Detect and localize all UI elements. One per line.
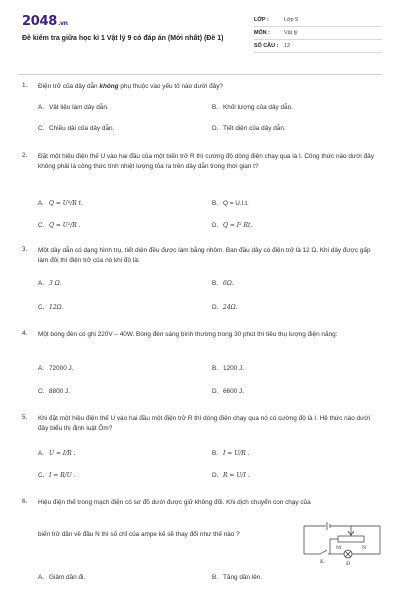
site-logo[interactable] [22,14,68,29]
option-3d[interactable] [212,304,238,311]
option-text: 12Ω. [49,304,64,311]
meta-row-class [254,14,382,27]
option-1b[interactable] [212,104,293,111]
option-text: I = U/R . [223,450,250,457]
option-text: 72000 J. [49,365,74,372]
option-3a[interactable] [38,280,62,287]
question-text-part: phụ thuộc vào yếu tố nào dưới đây? [118,83,223,90]
meta-row-subject [254,27,382,40]
question-number: 5. [22,414,28,421]
option-4b[interactable] [212,365,244,372]
meta-key: LỚP : [254,17,269,23]
option-label: D. [212,125,219,132]
option-text: Tiết diện của dây dẫn. [223,125,286,132]
option-label: A. [38,574,45,581]
question-1 [22,82,380,92]
option-label: B. [212,104,219,111]
question-3 [22,246,380,266]
option-5a[interactable] [38,450,76,457]
question-4 [22,330,380,340]
question-text-part: Điện trở của dây dẫn [38,83,100,90]
option-2a[interactable] [38,200,83,207]
meta-value: Lớp 9 [284,17,299,23]
circuit-label-d: Đ [346,561,351,567]
question-text: Hiệu điện thế trong mạch điện có sơ đồ dưới được giữ không đổi. Khi dịch chuyển con chạy của [38,499,311,506]
question-6-continued [38,530,298,540]
option-text: Q = U²/R t. [49,200,83,207]
meta-key: SỐ CÂU : [254,43,279,49]
option-4a[interactable] [38,365,74,372]
meta-value: 12 [284,43,290,49]
option-label: B. [212,365,219,372]
option-3b[interactable] [212,280,234,287]
question-number: 1. [22,82,28,89]
option-text: U = I/R . [49,450,76,457]
option-label: C. [38,304,45,311]
option-text: 6Ω. [223,280,234,287]
option-text: Q = I² Rt. [223,222,253,229]
option-1c[interactable] [38,125,114,132]
question-number: 6. [22,498,28,505]
option-1d[interactable] [212,125,286,132]
option-text: 24Ω. [223,304,238,311]
option-label: C. [38,125,45,132]
question-2 [22,152,380,172]
meta-key: MÔN : [254,30,270,36]
option-label: B. [212,200,219,207]
option-label: A. [38,450,45,457]
question-number: 4. [22,330,28,337]
option-2b[interactable] [212,200,249,207]
meta-value: Vật lý [284,30,298,36]
option-text: Chiều dài của dây dẫn. [49,125,115,132]
option-3c[interactable] [38,304,64,311]
option-text: Tăng dần lên. [223,574,263,581]
question-emphasis: không [99,83,119,90]
header-divider [18,74,382,75]
option-2c[interactable] [38,222,81,229]
option-label: A. [38,104,45,111]
option-5b[interactable] [212,450,250,457]
question-text: Khi đặt một hiệu điện thế U vào hai đầu một điện trở R thì dòng điện chạy qua nó có cường độ là I. Hệ thức nào dưới đây biểu thị định luật Ôm? [38,415,370,432]
question-text: Đặt một hiệu điện thế U vào hai đầu của một biến trở R thì cường độ dòng điện chạy qua là I. Công thức nào dưới đây không phải là công thức tính nhiệt lượng tỏa ra trên dây dẫn trong thời gian t? [38,153,374,170]
question-number: 3. [22,246,28,253]
option-label: C. [38,472,45,479]
option-text: Q = U²/R . [49,222,81,229]
circuit-label-n: N [362,545,367,551]
option-label: D. [212,388,219,395]
page-title: Đề kiểm tra giữa học kì 1 Vật lý 9 có đáp án (Mới nhất) (Đề 1) [22,35,224,42]
option-6b[interactable] [212,574,262,581]
option-label: D. [212,223,218,229]
option-4d[interactable] [212,388,244,395]
option-text: R = U/I . [223,472,250,479]
option-5d[interactable] [212,472,250,479]
question-number: 2. [22,152,28,159]
option-text: Giảm dần đi. [49,574,86,581]
logo-text: 2048 [22,14,57,29]
question-6 [22,498,380,508]
logo-suffix: .vn [57,20,68,27]
option-label: A. [38,365,45,372]
option-4c[interactable] [38,388,70,395]
option-1a[interactable] [38,104,109,111]
option-text: 1200 J. [223,365,244,372]
circuit-label-m: M [336,545,342,551]
question-text [38,82,380,92]
option-label: B. [212,574,219,581]
option-label: C. [38,223,44,229]
option-6a[interactable] [38,574,85,581]
option-text: Khối lượng của dây dẫn. [223,104,293,111]
option-label: C. [38,388,45,395]
question-text: biến trở dần về đầu N thì số chỉ của ampe kế sẽ thay đổi như thế nào ? [38,531,240,538]
option-text: 3 Ω. [49,280,62,287]
question-5 [22,414,380,434]
question-text: Một dây dẫn có dạng hình trụ, tiết diện đều được làm bằng nhôm. Ban đầu dây có điện trở là 12 Ω. Khi dây được gấp làm đôi thì điện trở của nó khi đó là: [38,247,371,264]
option-text: 8800 J. [49,388,70,395]
option-label: B. [212,280,219,287]
meta-table [254,14,382,53]
option-label: A. [38,280,45,287]
option-2d[interactable] [212,222,252,229]
option-label: D. [212,472,219,479]
option-label: A. [38,201,44,207]
option-5c[interactable] [38,472,76,479]
option-label: D. [212,304,219,311]
question-text: Một bóng đèn có ghi 220V – 40W. Bóng đèn sáng bình thường trong 30 phút thì tiêu thụ lượng điện năng: [38,331,338,338]
option-label: B. [212,450,219,457]
circuit-label-k: K [320,559,324,565]
circuit-diagram [300,516,384,568]
meta-row-count [254,40,382,53]
option-text: Vật liệu làm dây dẫn. [49,104,109,111]
option-text: Q = U.I.t. [223,200,249,207]
option-text: 6600 J. [223,388,244,395]
option-text: I = R/U . [49,472,76,479]
